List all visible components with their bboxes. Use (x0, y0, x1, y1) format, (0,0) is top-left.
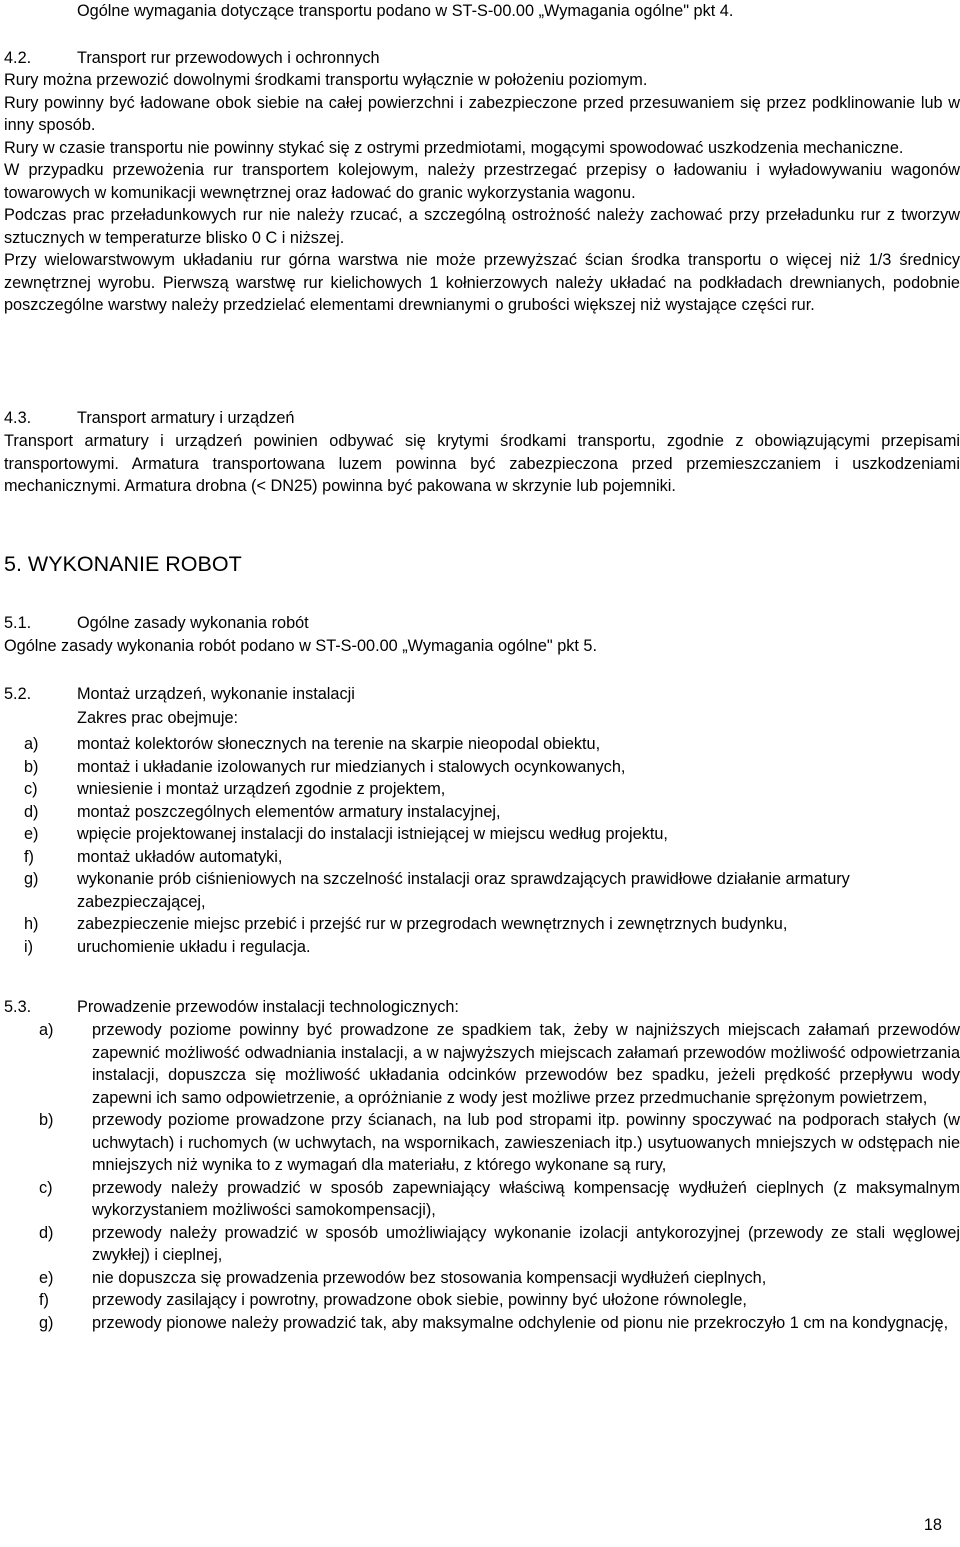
list-item (4, 1312, 960, 1335)
list-item-label: c) (39, 1178, 53, 1197)
section-title: Transport armatury i urządzeń (77, 409, 295, 427)
list-item-label: f) (24, 847, 34, 866)
paragraph: Przy wielowarstwowym układaniu rur górna warstwa nie może przewyższać ścian środka transportu o więcej niż 1/3 średnicy zewnętrznej wyrobu. Pierwszą warstwę rur kielichowych 1 kołnierzowych należy układać na podkładach drewnianych, podobnie poszczególne warstwy należy przedzielać elementami drewnianymi o grubości większej niż wystające części rur. (4, 251, 960, 314)
list-item (4, 868, 960, 913)
list-item (4, 1177, 960, 1222)
list-item (4, 1019, 960, 1109)
list-item-label: d) (24, 802, 39, 821)
list-item-label: h) (24, 915, 39, 933)
list-item (4, 936, 960, 959)
paragraph: Transport armatury i urządzeń powinien odbywać się krytymi środkami transportu, zgodnie z obowiązującymi przepisami transportowymi. Armatura transportowana luzem powinna być zabezpieczona przed przemieszczaniem i uszkodzeniami mechanicznymi. Armatura drobna (< DN25) powinna być pakowana w skrzynie lub pojemniki. (4, 432, 960, 495)
list-item (4, 1267, 960, 1290)
list-item-text: przewody poziome powinny być prowadzone ze spadkiem tak, żeby w najniższych miejscach załamań przewodów zapewnić możliwość odwadniania instalacji, a w najwyższych miejscach załamań przewodów możliwość odpowietrzania instalacji, dopuszcza się możliwość układania odcinków przewodów bez spadku, jeżeli prędkość przepływu wody zapewni ich samo odpowietrzenie, a opróżnianie z wody jest możliwe przez przedmuchanie sprężonym powietrzem, (92, 1021, 960, 1107)
list-item (4, 913, 960, 936)
section-5-2-intro: Zakres prac obejmuje: (77, 709, 239, 727)
list-item-text: montaż poszczególnych elementów armatury instalacyjnej, (77, 802, 501, 821)
list-item (4, 801, 960, 824)
section-number: 4.3. (4, 409, 32, 427)
section-5-1-body (4, 635, 960, 658)
list-item-label: e) (24, 825, 39, 843)
list-item-text: przewody zasilający i powrotny, prowadzone obok siebie, powinny być ułożone równolegle, (92, 1291, 747, 1309)
list-item-label: b) (24, 757, 39, 776)
list-item-text: przewody należy prowadzić w sposób zapewniający właściwą kompensację wydłużeń cieplnych (z maksymalnym wykorzystaniem możliwości samokompensacji), (92, 1178, 960, 1219)
section-title: Prowadzenie przewodów instalacji technologicznych: (77, 998, 459, 1016)
list-item-text: wniesienie i montaż urządzeń zgodnie z projektem, (77, 780, 446, 798)
list-item (4, 1222, 960, 1267)
section-number: 4.2. (4, 49, 32, 67)
list-item-text: przewody należy prowadzić w sposób umożliwiający wykonanie izolacji antykorozyjnej (przewody ze stali węglowej zwykłej) i cieplnej, (92, 1223, 960, 1264)
list-item-text: przewody pionowe należy prowadzić tak, aby maksymalne odchylenie od pionu nie przekroczyło 1 cm na kondygnację, (92, 1313, 949, 1332)
list-item-text: przewody poziome prowadzone przy ścianach, na lub pod stropami itp. powinny spoczywać na podporach stałych (w uchwytach) i ruchomych (w uchwytach, na wspornikach, zawieszeniach itp.) usytuowanych mniejszych w odstępach nie mniejszych niż wynika to z wymagań dla materiału, z którego wykonane są rury, (92, 1111, 960, 1174)
list-item-text: zabezpieczenie miejsc przebić i przejść rur w przegrodach wewnętrznych i zewnętrznych budynku, (77, 915, 788, 933)
paragraph: W przypadku przewożenia rur transportem kolejowym, należy przestrzegać przepisy o ładowaniu i wyładowywaniu wagonów towarowych w komunikacji wewnętrznej oraz ładować do granic wykorzystania wagonu. (4, 161, 960, 202)
list-item-label: g) (39, 1313, 54, 1332)
list-item-label: g) (24, 870, 39, 888)
section-5-2-list (4, 733, 960, 958)
list-item-label: f) (39, 1291, 49, 1309)
page-number: 18 (923, 1516, 942, 1534)
list-item-label: d) (39, 1223, 54, 1242)
list-item (4, 846, 960, 869)
list-item-text: montaż kolektorów słonecznych na terenie na skarpie nieopodal obiektu, (77, 735, 601, 753)
list-item-label: e) (39, 1268, 54, 1287)
section-5-3-list (4, 1019, 960, 1334)
section-title: Transport rur przewodowych i ochronnych (77, 49, 380, 67)
list-item-text: nie dopuszcza się prowadzenia przewodów bez stosowania kompensacji wydłużeń cieplnych, (92, 1268, 767, 1287)
section-number: 5.1. (4, 614, 32, 632)
list-item-label: i) (24, 937, 34, 956)
list-item (4, 778, 960, 801)
list-item-text: uruchomienie układu i regulacja. (77, 937, 311, 956)
list-item-text: wykonanie prób ciśnieniowych na szczelność instalacji oraz sprawdzających prawidłowe działanie armatury zabezpieczającej, (77, 870, 850, 911)
paragraph: Rury można przewozić dowolnymi środkami transportu wyłącznie w położeniu poziomym. (4, 71, 648, 89)
list-item-label: a) (39, 1021, 54, 1039)
paragraph: Podczas prac przeładunkowych rur nie należy rzucać, a szczególną ostrożność należy zachować przy przeładunku rur z tworzyw sztucznych w temperaturze blisko 0 C i niższej. (4, 206, 960, 247)
section-title: Montaż urządzeń, wykonanie instalacji (77, 685, 355, 703)
section-4-3-body (4, 430, 960, 498)
list-item-label: b) (39, 1111, 54, 1129)
list-item-text: montaż i układanie izolowanych rur miedzianych i stalowych ocynkowanych, (77, 757, 626, 776)
list-item-text: wpięcie projektowanej instalacji do instalacji istniejącej w miejscu według projektu, (77, 825, 668, 843)
list-item (4, 823, 960, 846)
list-item-label: a) (24, 735, 39, 753)
paragraph: Rury w czasie transportu nie powinny stykać się z ostrymi przedmiotami, mogącymi spowodować uszkodzenia mechaniczne. (4, 138, 904, 157)
section-title: Ogólne zasady wykonania robót (77, 614, 309, 632)
paragraph: Rury powinny być ładowane obok siebie na całej powierzchni i zabezpieczone przed przesuwaniem się przez podklinowanie lub w inny sposób. (4, 93, 960, 134)
paragraph: Ogólne zasady wykonania robót podano w ST-S-00.00 „Wymagania ogólne" pkt 5. (4, 637, 598, 655)
list-item (4, 1289, 960, 1312)
chapter-heading: 5. WYKONANIE ROBOT (4, 552, 242, 576)
section-4-2-body (4, 69, 960, 317)
top-line: Ogólne wymagania dotyczące transportu podano w ST-S-00.00 „Wymagania ogólne" pkt 4. (77, 2, 734, 20)
list-item-label: c) (24, 780, 38, 798)
section-number: 5.2. (4, 685, 32, 703)
list-item (4, 1109, 960, 1177)
section-number: 5.3. (4, 998, 32, 1016)
list-item-text: montaż układów automatyki, (77, 847, 283, 866)
list-item (4, 756, 960, 779)
list-item (4, 733, 960, 756)
